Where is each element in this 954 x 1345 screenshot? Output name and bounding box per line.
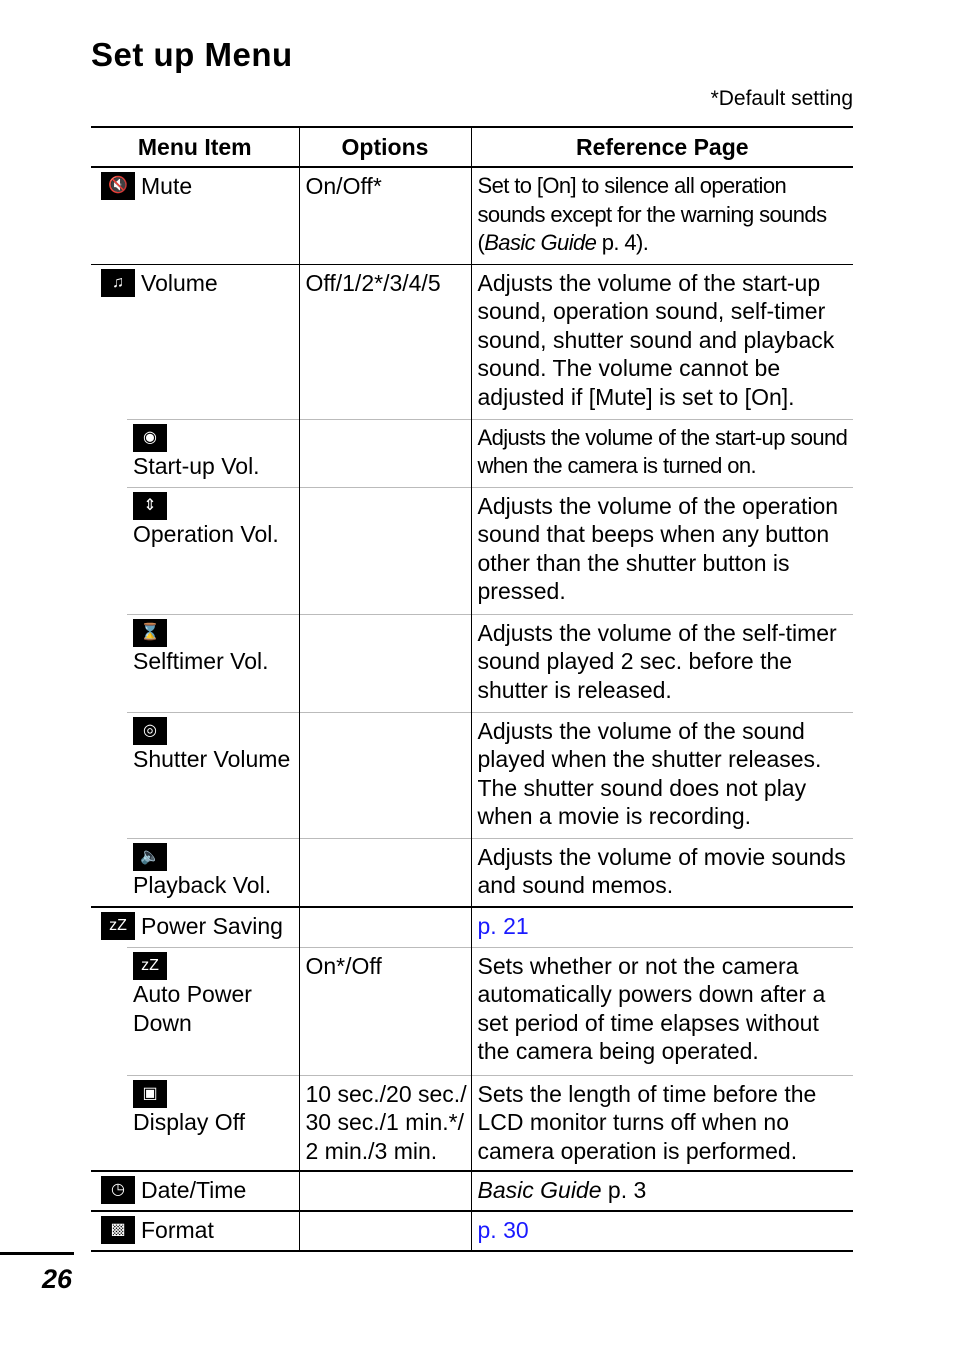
display-off-icon: ▣ — [133, 1080, 167, 1108]
item-cell — [91, 614, 299, 712]
table-row — [91, 264, 853, 419]
item-cell — [91, 1171, 299, 1211]
setup-menu-table — [91, 126, 853, 1252]
reference-cell: Sets whether or not the camera automatically powers down after a set period of time elapses without the camera being operated. — [471, 947, 853, 1075]
table-row — [91, 907, 853, 947]
options-cell — [299, 1171, 471, 1211]
item-cell — [91, 1211, 299, 1251]
item-label: Volume — [141, 269, 218, 296]
item-cell — [91, 487, 299, 614]
reference-text: Set to [On] to silence all operation sounds except for the warning sounds ( — [477, 173, 827, 255]
volume-icon: ♫ — [101, 269, 135, 297]
page-title: Set up Menu — [91, 36, 293, 73]
options-cell — [299, 419, 471, 487]
item-label: Power Saving — [141, 913, 283, 939]
header-menu-item: Menu Item — [91, 127, 299, 167]
table-row — [91, 614, 853, 712]
item-cell — [91, 1075, 299, 1171]
reference-link[interactable]: p. 21 — [477, 913, 529, 939]
format-icon: ▩ — [101, 1216, 135, 1244]
options-cell — [299, 907, 471, 947]
startup-vol-icon: ◉ — [133, 424, 167, 452]
item-label: Shutter Volume — [133, 746, 291, 772]
table-row — [91, 1171, 853, 1211]
options-cell: On*/Off — [299, 947, 471, 1075]
reference-cell: Adjusts the volume of the start-up sound when the camera is turned on. — [471, 419, 853, 487]
options-cell — [299, 487, 471, 614]
table-row — [91, 947, 853, 1075]
header-reference-page: Reference Page — [471, 127, 853, 167]
reference-cell: Adjusts the volume of movie sounds and sound memos. — [471, 838, 853, 907]
footer-rule — [0, 1252, 74, 1255]
item-label: Selftimer Vol. — [133, 648, 269, 674]
auto-power-down-icon: zZ — [133, 952, 167, 980]
table-row — [91, 712, 853, 838]
page-number: 26 — [42, 1264, 73, 1294]
options-cell — [299, 614, 471, 712]
item-cell — [91, 838, 299, 907]
selftimer-vol-icon: ⌛ — [133, 619, 167, 647]
item-label: Mute — [141, 173, 193, 199]
operation-vol-icon: ⇕ — [133, 492, 167, 520]
reference-cell: Adjusts the volume of the start-up sound, operation sound, self-timer sound, shutter sound and playback sound. The volume cannot be adjusted if [Mute] is set to [On]. — [471, 264, 853, 419]
options-cell — [299, 1211, 471, 1251]
default-setting-note: *Default setting — [710, 87, 853, 110]
header-options: Options — [299, 127, 471, 167]
reference-italic: Basic Guide — [477, 1177, 602, 1203]
item-label: Auto Power Down — [133, 981, 252, 1036]
reference-cell — [471, 1211, 853, 1251]
item-cell — [91, 947, 299, 1075]
reference-cell: Adjusts the volume of the self-timer sound played 2 sec. before the shutter is released. — [471, 614, 853, 712]
table-row — [91, 1211, 853, 1251]
mute-icon: 🔇 — [101, 172, 135, 200]
options-cell: Off/1/2*/3/4/5 — [299, 264, 471, 419]
reference-text: p. 3 — [601, 1177, 647, 1203]
item-label: Start-up Vol. — [133, 453, 260, 479]
table-row — [91, 838, 853, 907]
table-header — [91, 127, 853, 167]
reference-cell: Adjusts the volume of the sound played when the shutter releases. The shutter sound does not play when a movie is recording. — [471, 712, 853, 838]
reference-text: p. 4). — [596, 230, 649, 255]
table-row — [91, 419, 853, 487]
options-cell — [299, 712, 471, 838]
options-cell: On/Off* — [299, 167, 471, 264]
power-saving-icon: zZ — [101, 912, 135, 940]
item-cell — [91, 264, 299, 419]
reference-italic: Basic Guide — [484, 230, 597, 255]
item-label: Operation Vol. — [133, 521, 279, 547]
item-cell — [91, 167, 299, 264]
reference-link[interactable]: p. 30 — [477, 1217, 529, 1243]
item-cell — [91, 419, 299, 487]
reference-cell: Sets the length of time before the LCD monitor turns off when no camera operation is performed. — [471, 1075, 853, 1171]
reference-cell — [471, 907, 853, 947]
item-cell — [91, 907, 299, 947]
shutter-vol-icon: ◎ — [133, 717, 167, 745]
date-time-icon: ◷ — [101, 1176, 135, 1204]
options-cell: 10 sec./20 sec./ 30 sec./1 min.*/ 2 min./3 min. — [299, 1075, 471, 1171]
table-row — [91, 487, 853, 614]
reference-cell: Adjusts the volume of the operation sound that beeps when any button other than the shutter button is pressed. — [471, 487, 853, 614]
table-row — [91, 167, 853, 264]
playback-vol-icon: 🔈 — [133, 843, 167, 871]
options-cell — [299, 838, 471, 907]
item-label: Date/Time — [141, 1177, 247, 1203]
item-label: Display Off — [133, 1109, 246, 1135]
item-label: Playback Vol. — [133, 872, 272, 898]
item-label: Format — [141, 1217, 214, 1243]
item-cell — [91, 712, 299, 838]
reference-cell — [471, 1171, 853, 1211]
table-row — [91, 1075, 853, 1171]
reference-cell — [471, 167, 853, 264]
